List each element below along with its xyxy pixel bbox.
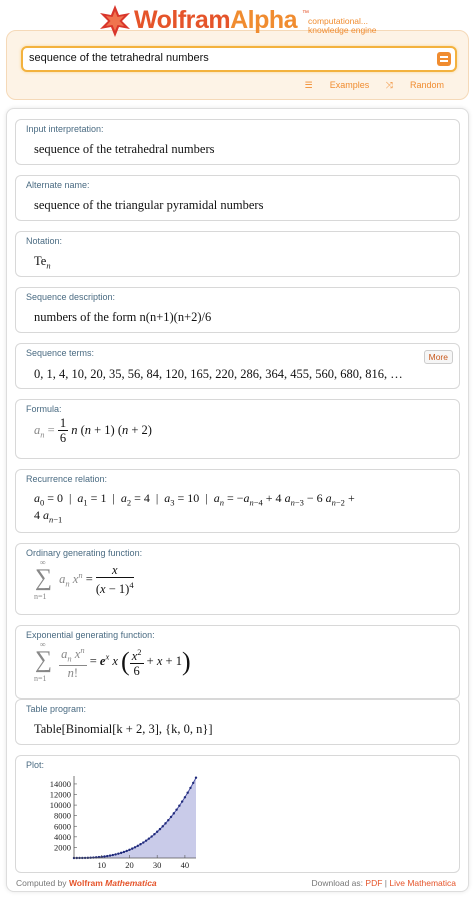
plot-point (145, 839, 147, 841)
brand-name-part1: Wolfram (134, 6, 231, 34)
plot-point (150, 835, 152, 837)
pod-title: Plot: (26, 760, 45, 770)
header (0, 0, 474, 104)
plot-y-tick-label: 12000 (49, 789, 71, 800)
recurrence-line2: 4 $a_{n-1}$ (34, 508, 63, 525)
plot-point (128, 849, 130, 851)
pod-value: Table[Binomial[k + 2, 3], {k, 0, n}] (34, 722, 213, 736)
pod-value: sequence of the tetrahedral numbers (34, 142, 215, 156)
plot-point (167, 819, 169, 821)
plot-point (114, 853, 116, 855)
pod-title: Sequence description: (26, 292, 116, 302)
pod-title: Exponential generating function: (26, 630, 155, 640)
results-panel (6, 108, 469, 892)
plot-point (181, 800, 183, 802)
plot-point (184, 796, 186, 798)
plot-point (175, 808, 177, 810)
plot-area-fill (74, 778, 196, 858)
plot-y-tick-label: 4000 (54, 831, 71, 842)
pod-title: Input interpretation: (26, 124, 104, 134)
plot-point (139, 843, 141, 845)
trademark: ™ (302, 10, 309, 17)
computed-by-label: Computed by (16, 878, 67, 888)
computed-by-link[interactable] (69, 878, 157, 888)
pod-title: Recurrence relation: (26, 474, 108, 484)
plot-point (195, 776, 197, 778)
search-query[interactable]: sequence of the tetrahedral numbers (29, 52, 209, 64)
random-link[interactable] (386, 80, 444, 90)
pod-sequence-terms (15, 343, 460, 389)
pdf-link[interactable]: PDF (365, 878, 383, 888)
plot-point (148, 837, 150, 839)
brand-name (134, 6, 297, 35)
plot-point (159, 828, 161, 830)
plot-y-tick-label: 6000 (54, 821, 71, 832)
plot-x-tick-label: 20 (125, 860, 134, 870)
plot-y-tick-label: 2000 (54, 842, 71, 853)
spikey-logo-icon (98, 4, 132, 38)
plot-x-tick-label: 40 (180, 860, 190, 870)
pod-value: 0, 1, 4, 10, 20, 35, 56, 84, 120, 165, 220, 286, 364, 455, 560, 680, 816, … (34, 367, 403, 381)
plot-point (192, 782, 194, 784)
pod-title: Alternate name: (26, 180, 90, 190)
brand-tagline (308, 17, 398, 35)
plot-x-tick-label: 10 (97, 860, 106, 870)
plot-point (103, 855, 105, 857)
examples-label: Examples (329, 80, 370, 90)
pod-value (34, 254, 51, 271)
description-formula: n(n+1)(n+2)/6 (139, 310, 212, 324)
random-label: Random (409, 80, 444, 90)
engine-name: Wolfram (68, 878, 103, 888)
pod-alternate-name (15, 175, 460, 221)
plot-point (109, 854, 111, 856)
footer-separator: | (384, 878, 387, 888)
plot-point (134, 846, 136, 848)
pod-recurrence-relation (15, 469, 460, 533)
pod-title: Notation: (26, 236, 63, 246)
more-button[interactable]: More (424, 350, 453, 364)
description-prefix: numbers of the form (34, 310, 140, 324)
plot-point (173, 812, 175, 814)
tagline-line2: knowledge engine (308, 25, 377, 35)
plot-point (112, 854, 114, 856)
pod-exponential-generating-function (15, 625, 460, 699)
plot-point (123, 851, 125, 853)
notation-sub: n (46, 260, 51, 271)
plot-point (137, 845, 139, 847)
plot-point (186, 792, 188, 794)
pod-title: Sequence terms: (26, 348, 95, 358)
notation-base: Te (34, 254, 47, 268)
pod-title: Table program: (26, 704, 87, 714)
engine-product: Mathematica (105, 878, 157, 888)
header-links (291, 80, 444, 91)
examples-link[interactable] (305, 80, 370, 90)
pod-plot (15, 755, 460, 873)
pod-sequence-description (15, 287, 460, 333)
pod-title: Ordinary generating function: (26, 548, 143, 558)
plot-point (162, 825, 164, 827)
plot-point (164, 822, 166, 824)
shuffle-icon: ⤨ (385, 80, 393, 90)
plot-point (156, 831, 158, 833)
search-input[interactable] (21, 46, 457, 72)
pod-title: Formula: (26, 404, 62, 414)
plot-point (178, 805, 180, 807)
egf-expression: ∞ ∑ n=1 $\frac{a_n x^n}{n!}$ = $e^x$ x ( $\frac{x^2}{6}$ + x + 1) (34, 640, 191, 683)
plot-point (117, 852, 119, 854)
plot-point (106, 855, 108, 857)
plot-chart (24, 770, 204, 870)
plot-point (153, 833, 155, 835)
live-mathematica-link[interactable]: Live Mathematica (389, 878, 456, 888)
plot-y-tick-label: 8000 (54, 810, 71, 821)
pod-formula (15, 399, 460, 459)
plot-point (189, 787, 191, 789)
plot-y-tick-label: 10000 (49, 800, 71, 811)
plot-point (170, 816, 172, 818)
list-icon: ☰ (304, 80, 313, 90)
pod-ordinary-generating-function (15, 543, 460, 615)
footer (16, 878, 462, 888)
search-menu-icon[interactable] (437, 52, 451, 66)
ogf-expression: ∞ ∑ n=1 $a_n$ $x^n$ = $\frac{x}{(x - 1)^4}$ (34, 558, 134, 601)
plot-y-tick-label: 14000 (49, 778, 71, 789)
pod-notation (15, 231, 460, 277)
plot-point (131, 847, 133, 849)
pod-value (34, 310, 211, 325)
pod-value: sequence of the triangular pyramidal numbers (34, 198, 264, 212)
pod-input-interpretation (15, 119, 460, 165)
pod-table-program (15, 699, 460, 745)
plot-point (125, 850, 127, 852)
brand-name-part2: Alpha (230, 6, 298, 34)
plot-point (142, 841, 144, 843)
plot-x-tick-label: 30 (152, 860, 162, 870)
recurrence-line1: $a_0 = 0$ | $a_1 = 1$ | $a_2 = 4$ | $a_3 = 10$ | $a_n = -a_{n-4} + 4$ $a_{n-3} - 6$ $a_{n-2}$ + (34, 491, 355, 508)
plot-point (120, 852, 122, 854)
tagline-line1: computational... (308, 16, 369, 26)
download-as-label: Download as: (311, 878, 364, 888)
formula-expression: $a_n$ = $\frac{1}{6}$ n (n + 1) (n + 2) (34, 416, 152, 445)
download-links (312, 878, 456, 888)
